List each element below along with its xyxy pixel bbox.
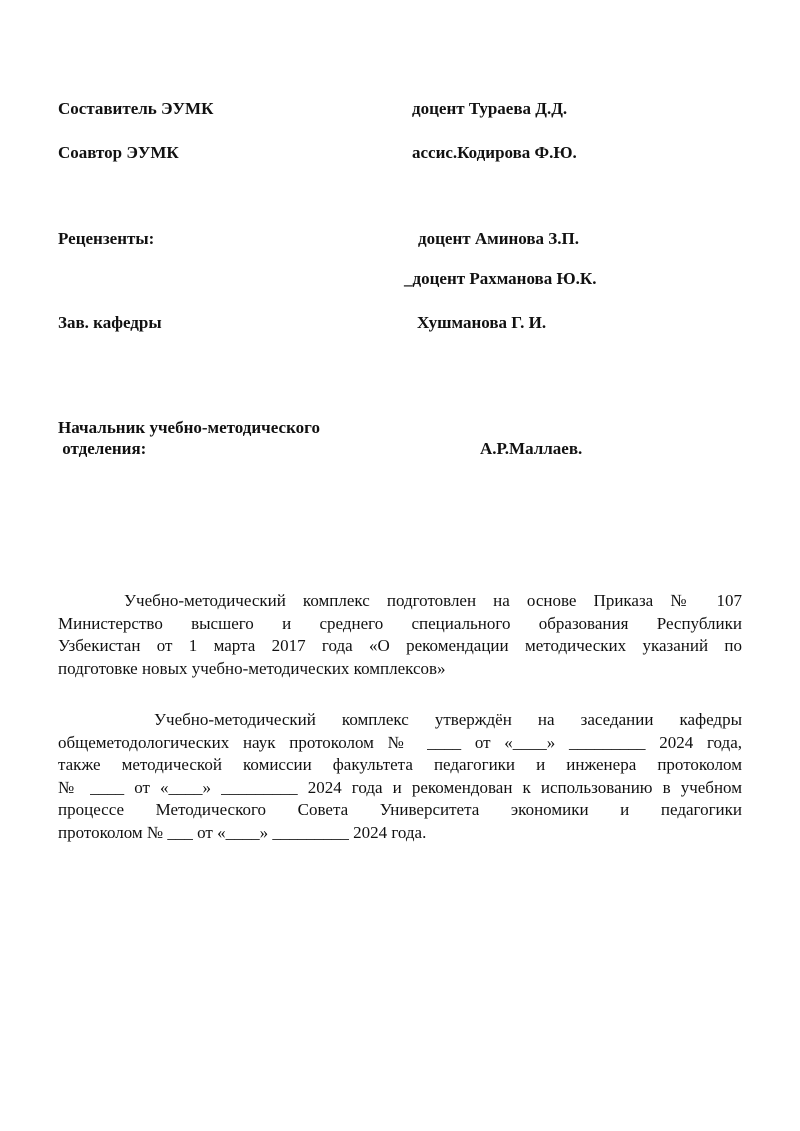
chief-role-line2: отделения:: [58, 439, 147, 458]
chief-role-line1: Начальник учебно-методического: [58, 418, 320, 437]
paragraph-line: Учебно-методический комплекс подготовлен на основе Приказа № 107: [124, 591, 742, 610]
reviewer2-name: _доцент Рахманова Ю.К.: [404, 269, 597, 288]
paragraph-line: процессе Методического Совета Университета экономики и педагогики: [58, 800, 742, 819]
order-paragraph: [58, 590, 742, 680]
coauthor-name: ассис.Кодирова Ф.Ю.: [412, 143, 577, 162]
approval-paragraph: [58, 709, 742, 844]
paragraph-line: Узбекистан от 1 марта 2017 года «О рекомендации методических указаний по: [58, 636, 742, 655]
head-role: Зав. кафедры: [58, 313, 162, 332]
paragraph-line: Учебно-методический комплекс утверждён на заседании кафедры: [154, 710, 742, 729]
chief-name: А.Р.Маллаев.: [480, 439, 583, 458]
paragraph-line: № ____ от «____» _________ 2024 года и рекомендован к использованию в учебном: [58, 777, 742, 797]
paragraph-line: также методической комиссии факультета педагогики и инженера протоколом: [58, 755, 742, 774]
paragraph-line: подготовке новых учебно-методических комплексов»: [58, 658, 446, 678]
reviewers-role: Рецензенты:: [58, 229, 155, 248]
composer-role: Составитель ЭУМК: [58, 99, 214, 118]
head-name: Хушманова Г. И.: [417, 313, 547, 332]
paragraph-line: протоколом № ___ от «____» _________ 2024 года.: [58, 822, 427, 842]
paragraph-line: общеметодологических наук протоколом № ____ от «____» _________ 2024 года,: [58, 732, 742, 752]
reviewer1-name: доцент Аминова З.П.: [418, 229, 579, 248]
paragraph-line: Министерство высшего и среднего специального образования Республики: [58, 613, 742, 633]
composer-name: доцент Тураева Д.Д.: [412, 99, 568, 118]
coauthor-role: Соавтор ЭУМК: [58, 143, 179, 162]
